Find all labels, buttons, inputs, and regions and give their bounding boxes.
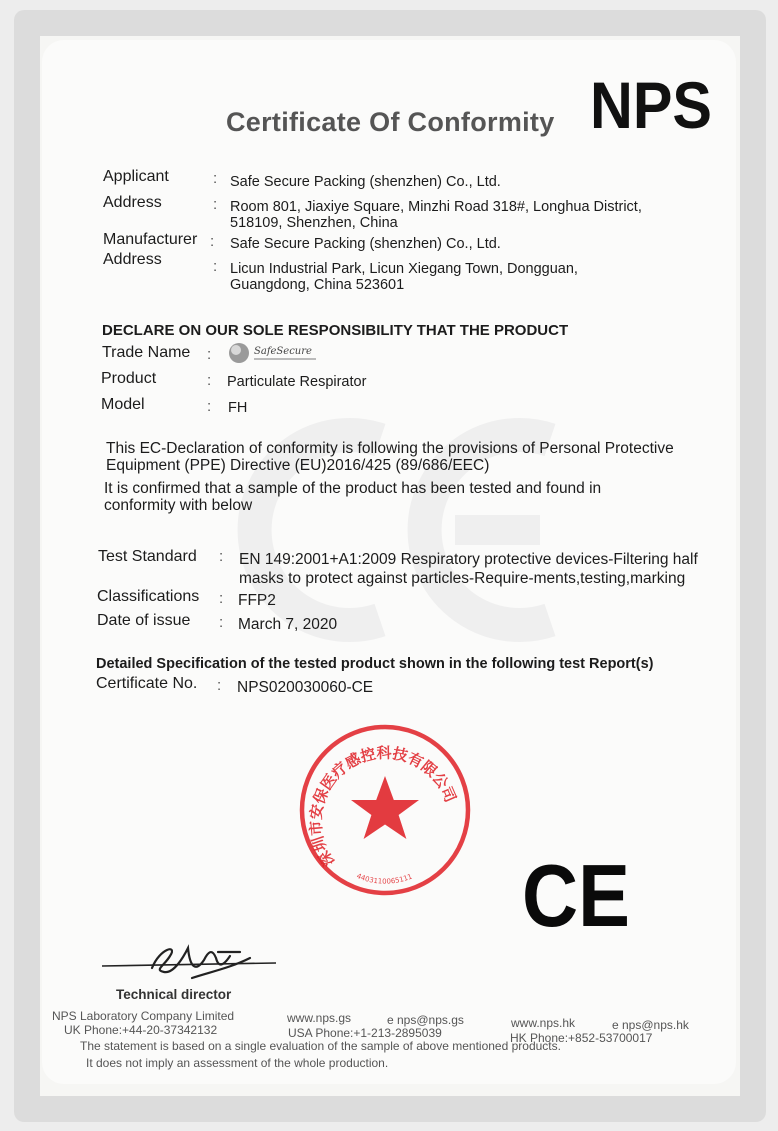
manufacturer-value: Safe Secure Packing (shenzhen) Co., Ltd. [230,236,501,252]
footer-email-hk[interactable]: e nps@nps.hk [612,1018,689,1032]
ce-mark-text: CE [522,846,630,945]
nps-logo [588,70,714,140]
colon: : [219,590,224,607]
address-line-2: 518109, Shenzhen, China [230,215,398,231]
date-of-issue-label: Date of issue [97,612,191,629]
ce-mark-icon [520,846,632,945]
seal-number: 4403110065111 [355,872,414,886]
footer-usa-phone: USA Phone:+1-213-2895039 [288,1026,442,1040]
colon: : [207,346,212,363]
footer-disclaimer-1: The statement is based on a single evaluation of the sample of above mentioned products. [80,1039,561,1053]
certificate-title: Certificate Of Conformity [226,107,555,137]
signature [100,938,280,986]
statement-line-3: It is confirmed that a sample of the product has been tested and found in [104,480,602,497]
applicant-value: Safe Secure Packing (shenzhen) Co., Ltd. [230,174,501,190]
statement-line-1: This EC-Declaration of conformity is following the provisions of Personal Protective [106,440,674,457]
date-of-issue-value: March 7, 2020 [238,616,338,633]
model-value: FH [228,400,248,416]
manufacturer-address-label: Address [103,251,162,268]
footer-web-gs[interactable]: www.nps.gs [287,1011,352,1025]
colon: : [213,196,218,213]
footer-disclaimer-2: It does not imply an assessment of the whole production. [86,1056,389,1070]
report-heading: Detailed Specification of the tested product shown in the following test Report(s) [96,656,654,672]
manufacturer-address-line-1: Licun Industrial Park, Licun Xiegang Town, Dongguan, [230,261,578,277]
safesecure-logo-text: SafeSecure [254,346,312,357]
manufacturer-label: Manufacturer [103,231,198,248]
colon: : [213,258,218,275]
declaration-heading: DECLARE ON OUR SOLE RESPONSIBILITY THAT THE PRODUCT [102,322,569,339]
technical-director-label: Technical director [116,987,232,1002]
statement-line-4: conformity with below [104,497,253,514]
model-label: Model [101,396,145,413]
colon: : [219,548,224,565]
applicant-label: Applicant [103,168,169,185]
colon: : [213,170,218,187]
company-seal-stamp [297,722,473,898]
colon: : [210,233,215,250]
address-line-1: Room 801, Jiaxiye Square, Minzhi Road 318#, Longhua District, [230,199,642,215]
footer-hk-phone: HK Phone:+852-53700017 [510,1031,653,1045]
footer-email-gs[interactable]: e nps@nps.gs [387,1013,464,1027]
test-standard-label: Test Standard [98,548,197,565]
certificate-no-label: Certificate No. [96,675,198,692]
test-standard-line-1: EN 149:2001+A1:2009 Respiratory protective devices-Filtering half [239,551,698,568]
classifications-value: FFP2 [238,592,276,609]
colon: : [219,614,224,631]
manufacturer-address-line-2: Guangdong, China 523601 [230,277,405,293]
seal-text: 深圳市安保医疗感控科技有限公司 [306,743,460,870]
test-standard-line-2: masks to protect against particles-Require-ments,testing,marking [239,570,686,587]
address-label: Address [103,194,162,211]
footer-company: NPS Laboratory Company Limited [52,1009,235,1023]
safesecure-logo [228,341,328,367]
statement-line-2: Equipment (PPE) Directive (EU)2016/425 (89/686/EEC) [106,457,490,474]
classifications-label: Classifications [97,588,200,605]
colon: : [217,677,222,694]
product-label: Product [101,370,157,387]
certificate-no-value: NPS020030060-CE [237,679,374,696]
footer-uk-phone: UK Phone:+44-20-37342132 [64,1023,218,1037]
colon: : [207,372,212,389]
footer-web-hk[interactable]: www.nps.hk [511,1016,576,1030]
colon: : [207,398,212,415]
nps-logo-text: NPS [590,68,712,142]
svg-text:4403110065111 [355,872,413,886]
trade-name-label: Trade Name [102,344,191,361]
product-value: Particulate Respirator [227,374,367,390]
